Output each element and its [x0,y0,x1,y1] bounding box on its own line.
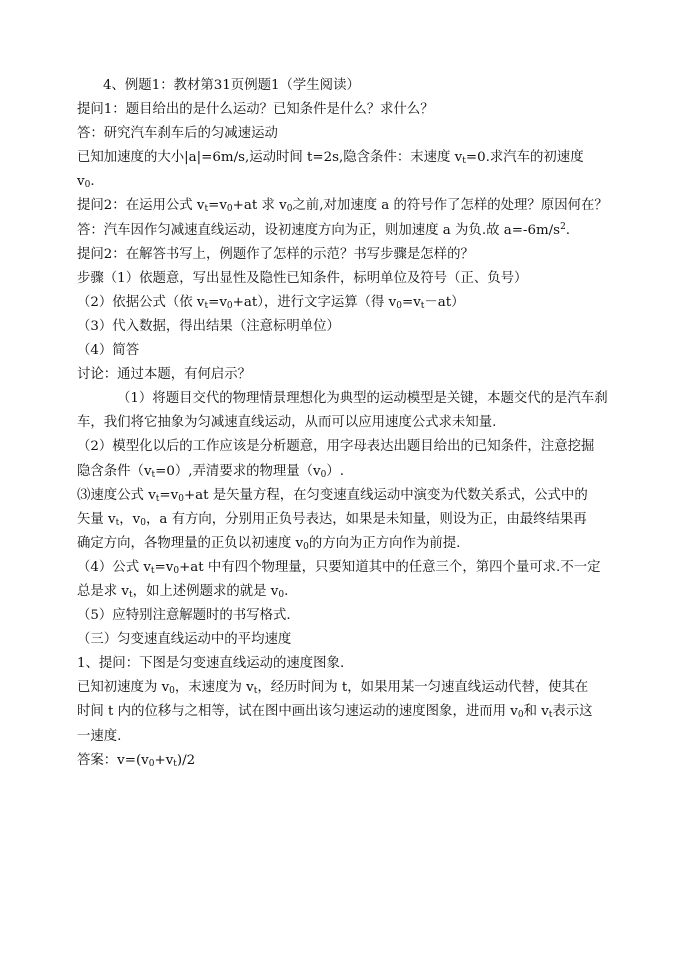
text: 表示这 [552,704,593,720]
discussion-4-cont [77,580,637,604]
subscript: t [548,710,553,721]
text: )/2 [176,752,196,768]
text: =v [208,294,227,310]
subscript: t [155,493,160,504]
text: . [284,583,289,599]
text: 1、提问：下图是匀变速直线运动的速度图象. [77,656,345,672]
text: 4、例题1：教材第31页例题1（学生阅读） [103,78,360,93]
discussion-1-cont [77,411,637,435]
text: ，v [119,511,141,527]
text: （4）公式 v [77,559,151,575]
superscript: 2 [560,221,566,232]
step-3 [77,315,637,339]
text: =v [159,487,179,503]
example-heading [77,74,637,98]
discussion-2 [77,435,637,459]
subscript: 0 [226,204,233,215]
subscript: 0 [226,300,233,311]
discussion-2-cont [77,460,637,484]
text: 提问2：在解答书写上，例题作了怎样的示范？书写步骤是怎样的？ [77,246,474,262]
subscript: 0 [303,541,309,552]
avg-velocity-body-cont [77,700,637,724]
text: . [565,222,571,238]
text: ，经历时间为 t，如果用某一匀速直线运动代替，使其在 [257,680,589,696]
discussion-3 [77,484,637,508]
text: +v [154,752,174,768]
text: －at） [424,294,465,310]
step-1 [77,267,637,291]
text: （1）将题目交代的物理情景理想化为典型的运动模型是关键，本题交代的是汽车刹 [117,391,608,407]
section-heading [77,628,637,652]
text: 车，我们将它抽象为匀减速直线运动，从而可以应用速度公式求未知量. [77,415,497,431]
text: 答：汽车因作匀减速直线运动，设初速度方向为正，则加速度 a 为负.故 a=-6m/s [77,222,561,238]
subscript: 0 [320,469,327,480]
subscript: 0 [169,686,175,697]
text: ）. [326,463,345,479]
step-4 [77,339,637,363]
subscript: 0 [84,180,91,191]
text: v [77,174,85,190]
subscript: t [420,300,425,311]
known-conditions [77,146,637,170]
text: +at 是矢量方程，在匀变速直线运动中演变为代数关系式，公式中的 [183,487,588,503]
text: 的方向为正方向作为前提. [308,535,461,551]
document-body [77,74,637,773]
subscript: t [253,686,258,697]
discussion-3-cont2 [77,532,637,556]
text: +at），进行文字运算（得 v [232,294,397,310]
text: 答：研究汽车刹车后的匀减速运动 [77,126,278,142]
subscript: 0 [396,300,402,311]
answer-2 [77,219,637,243]
discussion-heading [77,363,637,387]
question-1 [77,98,637,122]
text: （2）模型化以后的工作应该是分析题意，用字母表达出题目给出的已知条件，注意挖掘 [77,439,595,455]
question-2 [77,194,637,218]
text: 隐含条件（v [77,463,152,479]
text: 之前,对加速度 a 的符号作了怎样的处理？原因何在？ [292,198,608,214]
text: =0.求汽车的初速度 [465,150,584,166]
text: 已知加速度的大小|a|=6m/s,运动时间 t=2s,隐含条件：末速度 v [77,150,463,166]
text: 时间 t 内的位移与之相等，试在图中画出该匀速运动的速度图象，进而用 v [77,704,518,720]
discussion-1 [77,387,637,411]
text: 总是求 v [77,583,129,599]
discussion-3-cont [77,508,637,532]
discussion-4 [77,556,637,580]
discussion-5 [77,604,637,628]
text: 步骤（1）依题意，写出显性及隐性已知条件，标明单位及符号（正、负号） [77,270,528,286]
avg-velocity-body-cont2 [77,725,637,749]
text: ，末速度为 v [174,680,254,696]
subscript: t [204,204,209,215]
text: （5）应特别注意解题时的书写格式. [77,608,291,624]
text: ，a 有方向，分别用正负号表达，如果是未知量，则设为正，由最终结果再 [145,511,587,527]
text: . [90,174,95,190]
subscript: 0 [517,710,524,721]
subscript: 0 [140,517,146,528]
text: （4）简答 [77,343,140,359]
answer-1 [77,122,637,146]
text: 提问2：在运用公式 v [77,198,205,214]
text: （三）匀变速直线运动中的平均速度 [77,632,292,648]
text: 答案：v=(v [77,752,149,768]
subscript: t [115,517,120,528]
subscript: t [462,156,466,167]
subscript: t [173,758,177,769]
known-conditions-cont [77,170,637,194]
text: 和 v [523,704,549,720]
text: 矢量 v [77,511,116,527]
text: 讨论：通过本题，有何启示？ [77,367,252,383]
subscript: 0 [178,493,184,504]
question-avg-velocity [77,652,637,676]
text: =v [208,198,227,214]
text: ⑶速度公式 v [77,487,156,503]
subscript: t [151,469,156,480]
answer-avg-velocity [77,749,637,773]
avg-velocity-body [77,676,637,700]
text: （2）依据公式（依 v [77,294,205,310]
subscript: t [204,300,209,311]
text: 确定方向，各物理量的正负以初速度 v [77,535,304,551]
step-2 [77,291,637,315]
text: +at 中有四个物理量，只要知道其中的任意三个，第四个量可求.不一定 [179,559,601,575]
subscript: 0 [278,589,285,600]
text: 一速度. [77,728,122,744]
text: ，如上述例题求的就是 v [132,583,279,599]
subscript: 0 [286,204,293,215]
text: =v [401,294,421,310]
question-3 [77,243,637,267]
subscript: 0 [173,565,180,576]
subscript: t [150,565,155,576]
text: +at 求 v [232,198,287,214]
text: 已知初速度为 v [77,680,170,696]
text: =v [154,559,174,575]
text: （3）代入数据，得出结果（注意标明单位） [77,318,340,334]
text: =0）,弄清要求的物理量（v [155,463,321,479]
subscript: t [129,589,133,600]
text: 提问1：题目给出的是什么运动？已知条件是什么？求什么？ [77,102,434,118]
subscript: 0 [148,758,155,769]
